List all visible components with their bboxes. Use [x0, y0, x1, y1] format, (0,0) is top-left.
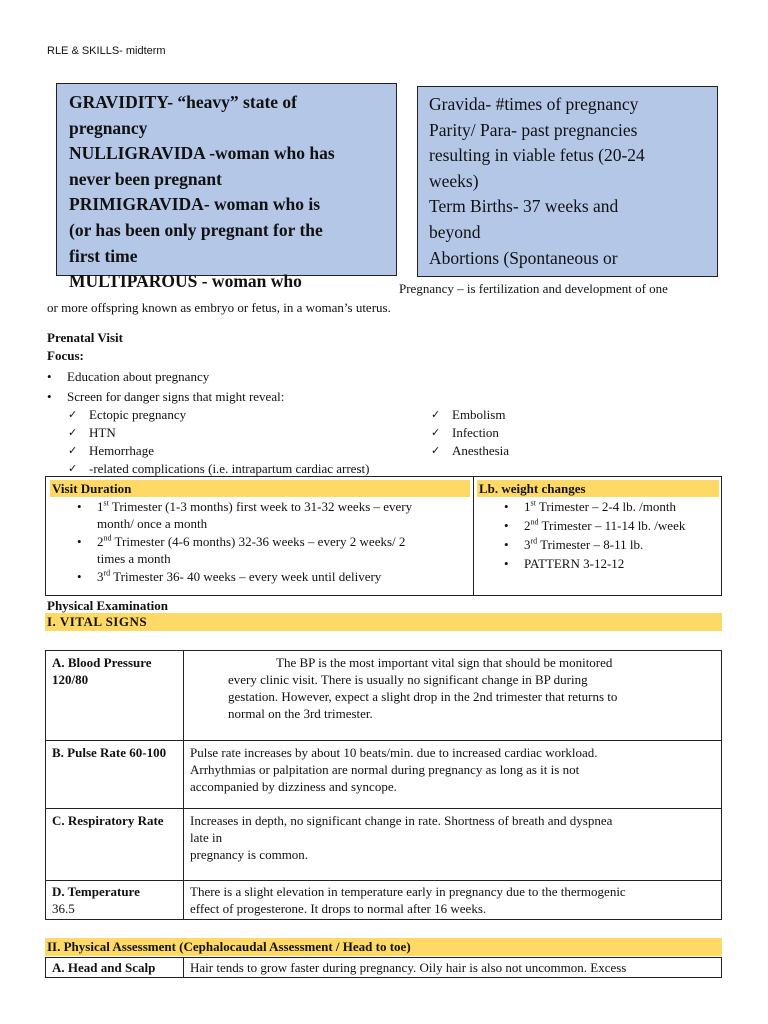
box-left-line: NULLIGRAVIDA -woman who has [69, 143, 335, 164]
danger-signs-right [431, 406, 631, 459]
list-item: • 2nd Trimester (4-6 months) 32-36 weeks – every 2 weeks/ 2 times a month [75, 533, 470, 567]
vital-description: There is a slight elevation in temperature early in pregnancy due to the thermogenic effect of progesterone. It drops to normal after 16 weeks. [184, 881, 722, 920]
vital-label: D. Temperature 36.5 [46, 881, 184, 920]
box-left-line: (or has been only pregnant for the [69, 219, 323, 240]
table-divider [473, 477, 474, 595]
vital-description: The BP is the most important vital sign that should be monitored every clinic visit. There is usually no significant change in BP during gestation. However, expect a slight drop in the 2nd trimester that returns to normal on the 3rd trimester. [184, 651, 722, 741]
physical-exam-heading: Physical Examination [47, 598, 168, 613]
gpa-definition-box [417, 86, 718, 277]
visit-duration-list [75, 498, 470, 585]
vital-label: C. Respiratory Rate [46, 809, 184, 881]
list-item: • Education about pregnancy [45, 368, 445, 388]
visit-duration-table [45, 476, 722, 596]
vital-label: B. Pulse Rate 60-100 [46, 741, 184, 809]
weight-changes-heading: Lb. weight changes [477, 480, 719, 497]
box-right-line: Parity/ Para- past pregnancies [429, 119, 638, 140]
vital-signs-table [45, 650, 722, 920]
list-item: • Screen for danger signs that might reveal: [45, 388, 445, 405]
weight-changes-list [502, 498, 722, 572]
list-item: • 3rd Trimester 36- 40 weeks – every week until delivery [75, 568, 470, 585]
list-item: • 1st Trimester – 2-4 lb. /month [502, 498, 722, 517]
focus-heading: Focus: [47, 348, 84, 363]
vital-description: Pulse rate increases by about 10 beats/min. due to increased cardiac workload. Arrhythmias or palpitation are normal during pregnancy as long as it is not accompanied by dizziness and syncope. [184, 741, 722, 809]
box-right-line: Gravida- #times of pregnancy [429, 94, 639, 114]
box-left-line: PRIMIGRAVIDA- woman who is [69, 194, 321, 215]
danger-sign-item: ✓ Ectopic pregnancy [68, 406, 428, 424]
table-row [46, 741, 722, 809]
list-item: • 2nd Trimester – 11-14 lb. /week [502, 517, 722, 536]
vital-label: A. Blood Pressure 120/80 [46, 651, 184, 741]
head-scalp-description: Hair tends to grow faster during pregnancy. Oily hair is also not uncommon. Excess [184, 958, 722, 978]
prenatal-visit-heading: Prenatal Visit [47, 330, 123, 345]
box-right-line: beyond [429, 221, 481, 242]
visit-duration-heading: Visit Duration [50, 480, 470, 497]
danger-sign-item: ✓ Infection [431, 424, 631, 442]
box-left-line: MULTIPAROUS - woman who [69, 271, 302, 292]
danger-sign-item: ✓ HTN [68, 424, 428, 442]
physical-assessment-heading: II. Physical Assessment (Cephalocaudal Assessment / Head to toe) [45, 938, 722, 956]
danger-signs-left [68, 406, 428, 477]
vital-signs-heading: I. VITAL SIGNS [45, 613, 722, 631]
vital-description: Increases in depth, no significant change in rate. Shortness of breath and dyspnea late in pregnancy is common. [184, 809, 722, 881]
box-right-line: Term Births- 37 weeks and [429, 196, 619, 217]
list-item: • PATTERN 3-12-12 [502, 555, 722, 572]
box-left-line: pregnancy [69, 117, 148, 138]
danger-sign-item: ✓ Hemorrhage [68, 442, 428, 460]
list-item: • 3rd Trimester – 8-11 lb. [502, 536, 722, 555]
table-row [46, 809, 722, 881]
pregnancy-definition-line1: Pregnancy – is fertilization and development of one [399, 281, 668, 296]
box-right-line: weeks) [429, 170, 479, 191]
box-left-line: first time [69, 245, 138, 266]
danger-sign-item: ✓ Anesthesia [431, 442, 631, 459]
danger-sign-item: ✓ Embolism [431, 406, 631, 424]
danger-sign-item: ✓ -related complications (i.e. intrapartum cardiac arrest) [68, 460, 428, 477]
table-row [46, 958, 722, 978]
pregnancy-definition-line2: or more offspring known as embryo or fetus, in a woman’s uterus. [47, 300, 391, 315]
box-left-line: GRAVIDITY- “heavy” state of [69, 92, 297, 112]
head-scalp-label: A. Head and Scalp [46, 958, 184, 978]
head-scalp-table [45, 957, 722, 978]
table-row [46, 651, 722, 741]
box-left-line: never been pregnant [69, 168, 222, 189]
table-row [46, 881, 722, 920]
prenatal-focus-list [45, 368, 445, 405]
gravidity-definition-box [56, 83, 397, 292]
document-header: RLE & SKILLS- midterm [47, 45, 166, 57]
box-right-line: resulting in viable fetus (20-24 [429, 145, 645, 166]
box-right-line: Abortions (Spontaneous or [429, 247, 618, 268]
list-item: • 1st Trimester (1-3 months) first week to 31-32 weeks – every month/ once a month [75, 498, 470, 532]
